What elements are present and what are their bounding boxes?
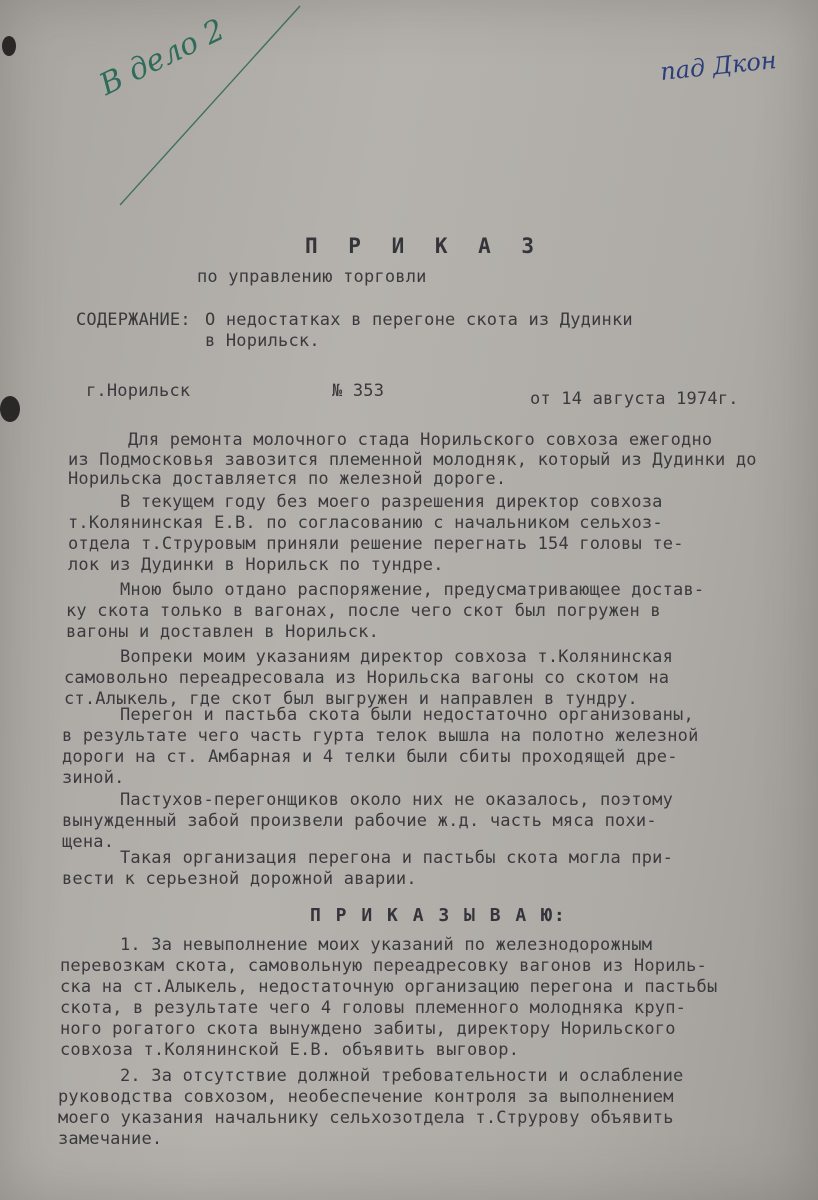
order-date: от 14 августа 1974г. [530, 389, 739, 409]
item-1-line-4: скота, в результате чего 4 головы племенного молодняка круп- [60, 998, 687, 1018]
paragraph-1-line-2: из Подмосковья завозится племенной молодняк, который из Дудинки до [68, 450, 757, 470]
paragraph-5-line-2: в результате чего часть гурта телок вышла на полотно железной [62, 726, 699, 746]
document-title: П Р И К А З [305, 234, 544, 258]
order-heading: П Р И К А З Ы В А Ю: [310, 905, 567, 926]
paragraph-3-line-1: Мною было отдано распоряжение, предусматривающее достав- [120, 580, 705, 600]
paragraph-4-line-1: Вопреки моим указаниям директор совхоза т.Колянинская [120, 647, 674, 667]
item-2-line-2: руководства совхозом, необеспечение контроля за выполнением [58, 1087, 674, 1107]
item-1-line-5: ного рогатого скота вынуждено забиты, директору Норильского [60, 1019, 676, 1039]
paragraph-3-line-3: вагоны и доставлен в Норильск. [66, 622, 380, 642]
handwritten-note-top-right: пад Дкон [658, 45, 778, 87]
paragraph-2-line-4: лок из Дудинки в Норильск по тундре. [68, 555, 444, 575]
punch-hole-middle [0, 396, 20, 422]
paragraph-4-line-2: самовольно переадресовала из Норильска вагоны со скотом на [64, 668, 670, 688]
paragraph-3-line-2: ку скота только в вагонах, после чего скот был погружен в [66, 601, 661, 621]
city: г.Норильск [86, 381, 191, 401]
content-line-2: в Норильск. [205, 331, 320, 351]
paragraph-5-line-3: дороги на ст. Амбарная и 4 телки были сбиты проходящей дре- [62, 747, 678, 767]
item-2-line-1: 2. За отсутствие должной требовательности и ослабление [120, 1066, 684, 1086]
paragraph-4-line-3: ст.Алыкель, где скот был выгружен и направлен в тундру. [64, 689, 638, 709]
paragraph-2-line-2: т.Колянинская Е.В. по согласованию с начальником сельхоз- [68, 513, 663, 533]
paragraph-1-line-3: Норильска доставляется по железной дороге. [68, 469, 507, 489]
item-1-line-6: совхоза т.Колянинской Е.В. объявить выговор. [60, 1040, 520, 1060]
content-line-1: О недостатках в перегоне скота из Дудинки [205, 310, 633, 330]
paragraph-6-line-3: щена. [62, 832, 115, 852]
item-2-line-4: замечание. [58, 1129, 163, 1149]
paragraph-2-line-1: В текущем году без моего разрешения директор совхоза [120, 492, 663, 512]
paragraph-7-line-2: вести к серьезной дорожной аварии. [62, 869, 417, 889]
paragraph-2-line-3: отдела т.Струровым приняли решение перегнать 154 головы те- [68, 534, 684, 554]
item-1-line-2: перевозкам скота, самовольную переадресовку вагонов из Нориль- [60, 956, 707, 976]
paragraph-6-line-1: Пастухов-перегонщиков около них не оказалось, поэтому [120, 790, 674, 810]
paragraph-1-line-1: Для ремонта молочного стада Норильского совхоза ежегодно [128, 430, 713, 450]
paragraph-6-line-2: вынужденный забой произвели рабочие ж.д. часть мяса похи- [62, 811, 657, 831]
paragraph-7-line-1: Такая организация перегона и пастьбы скота могла при- [120, 848, 674, 868]
item-2-line-3: моего указания начальнику сельхозотдела т.Струрову объявить [58, 1108, 674, 1128]
paragraph-5-line-4: зиной. [62, 768, 125, 788]
item-1-line-3: ска на ст.Алыкель, недостаточную организацию перегона и пастьбы [60, 977, 718, 997]
punch-hole-top [2, 36, 16, 56]
document-subtitle: по управлению торговли [197, 267, 427, 287]
handwritten-note-top-left: В дело 2 [94, 12, 231, 103]
order-number: № 353 [332, 381, 385, 401]
paragraph-5-line-1: Перегон и пастьба скота были недостаточно организованы, [120, 705, 694, 725]
item-1-line-1: 1. За невыполнение моих указаний по железнодорожным [120, 935, 653, 955]
content-label: СОДЕРЖАНИЕ: [76, 310, 191, 330]
